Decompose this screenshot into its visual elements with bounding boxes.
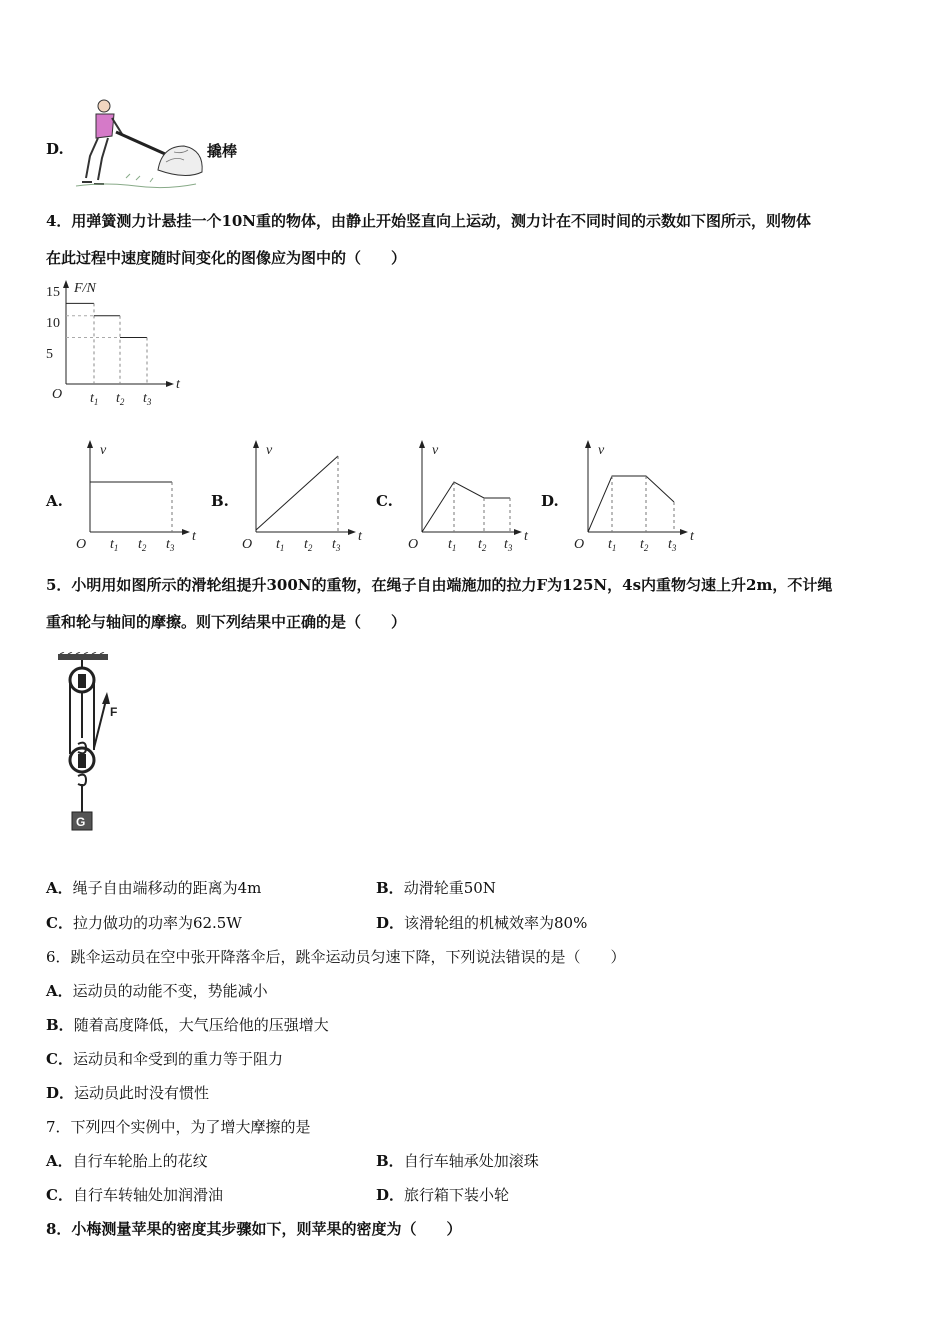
graph-b-curve [256,456,338,530]
svg-text:t1: $t_1$ [276,537,285,553]
svg-text:t1: $t_1$ [110,537,119,553]
q6-stem: 6．跳伞运动员在空中张开降落伞后，跳伞运动员匀速下降，下列说法错误的是（ ） [46,948,626,966]
force-chart-origin: O [52,387,63,402]
graph-a-v-label: v [100,443,107,458]
q5-option-a: A．绳子自由端移动的距离为4m [46,879,262,897]
q7-option-c: C．自行车转轴处加润滑油 [46,1186,223,1204]
lever-illustration [66,96,206,192]
vt-graph-d [568,436,698,556]
svg-text:t3: $t_3$ [668,537,677,553]
svg-text:t1: $t_1$ [448,537,457,553]
graph-a-t-label: t [192,529,196,544]
force-chart-ytick: 15 [46,285,60,300]
force-chart-xtick: $t_3$ [143,391,152,407]
q3-option-d-letter: D. [46,140,64,158]
svg-text:v: v [432,443,439,458]
q4-option-a-letter: A. [46,492,63,510]
q7-stem: 7．下列四个实例中，为了增大摩擦的是 [46,1118,311,1136]
force-chart-y-arrow [63,280,69,288]
graph-a-origin: O [76,537,87,552]
force-chart-x-arrow [166,381,174,387]
svg-text:t: t [524,529,528,544]
q4-option-b-letter: B. [211,492,229,510]
force-time-chart [46,278,196,408]
svg-text:v: v [598,443,605,458]
q6-option-c: C．运动员和伞受到的重力等于阻力 [46,1050,283,1068]
graph-c-curve [422,482,510,532]
vt-graph-c [402,436,532,556]
svg-text:t2: $t_2$ [640,537,649,553]
q7-option-b: B．自行车轴承处加滚珠 [376,1152,539,1170]
svg-text:t2: $t_2$ [478,537,487,553]
pulley-system-figure [56,652,136,836]
q5-option-b: B．动滑轮重50N [376,879,496,897]
svg-text:t2: $t_2$ [138,537,147,553]
q4-stem-line2: 在此过程中速度随时间变化的图像应为图中的（ ） [46,249,407,267]
graph-d-curve [588,476,674,532]
svg-text:O: O [242,537,253,552]
q6-option-b: B．随着高度降低，大气压给他的压强增大 [46,1016,329,1034]
q5-option-d: D．该滑轮组的机械效率为80% [376,914,588,932]
force-chart-xlabel: t [176,377,180,392]
svg-text:O: O [574,537,585,552]
q5-stem-line1: 5．小明用如图所示的滑轮组提升300N的重物，在绳子自由端施加的拉力F为125N，4s内重物匀速上升2m，不计绳 [46,576,833,594]
q4-option-d-letter: D. [541,492,559,510]
q8-stem: 8．小梅测量苹果的密度其步骤如下，则苹果的密度为（ ） [46,1220,462,1238]
svg-text:t: t [690,529,694,544]
q5-stem-line2: 重和轮与轴间的摩擦。则下列结果中正确的是（ ） [46,613,407,631]
force-chart-ytick: 5 [46,347,53,362]
svg-text:t3: $t_3$ [504,537,513,553]
vt-graph-a [70,436,200,556]
vt-graph-b [236,436,366,556]
force-chart-steps [66,303,147,384]
svg-text:v: v [266,443,273,458]
svg-text:t3: $t_3$ [166,537,175,553]
q6-option-d: D．运动员此时没有惯性 [46,1084,210,1102]
force-chart-xtick: $t_2$ [116,391,125,407]
pulley-force-label: F [110,705,118,719]
q3-option-d-label: 撬棒 [207,142,238,160]
q4-option-c-letter: C. [376,492,393,510]
q6-option-a: A．运动员的动能不变，势能减小 [46,982,268,1000]
svg-text:t3: $t_3$ [332,537,341,553]
svg-text:t1: $t_1$ [608,537,617,553]
q5-option-c: C．拉力做功的功率为62.5W [46,914,242,932]
force-chart-ylabel: F/N [74,281,96,296]
force-chart-ytick: 10 [46,316,60,331]
force-chart-xtick: $t_1$ [90,391,99,407]
q7-option-d: D．旅行箱下装小轮 [376,1186,510,1204]
q7-option-a: A．自行车轮胎上的花纹 [46,1152,208,1170]
svg-text:O: O [408,537,419,552]
pulley-weight-label: G [76,815,86,829]
svg-text:t: t [358,529,362,544]
svg-text:t2: $t_2$ [304,537,313,553]
q4-stem-line1: 4．用弹簧测力计悬挂一个10N重的物体，由静止开始竖直向上运动，测力计在不同时间的示数如下图所示，则物体 [46,212,812,230]
